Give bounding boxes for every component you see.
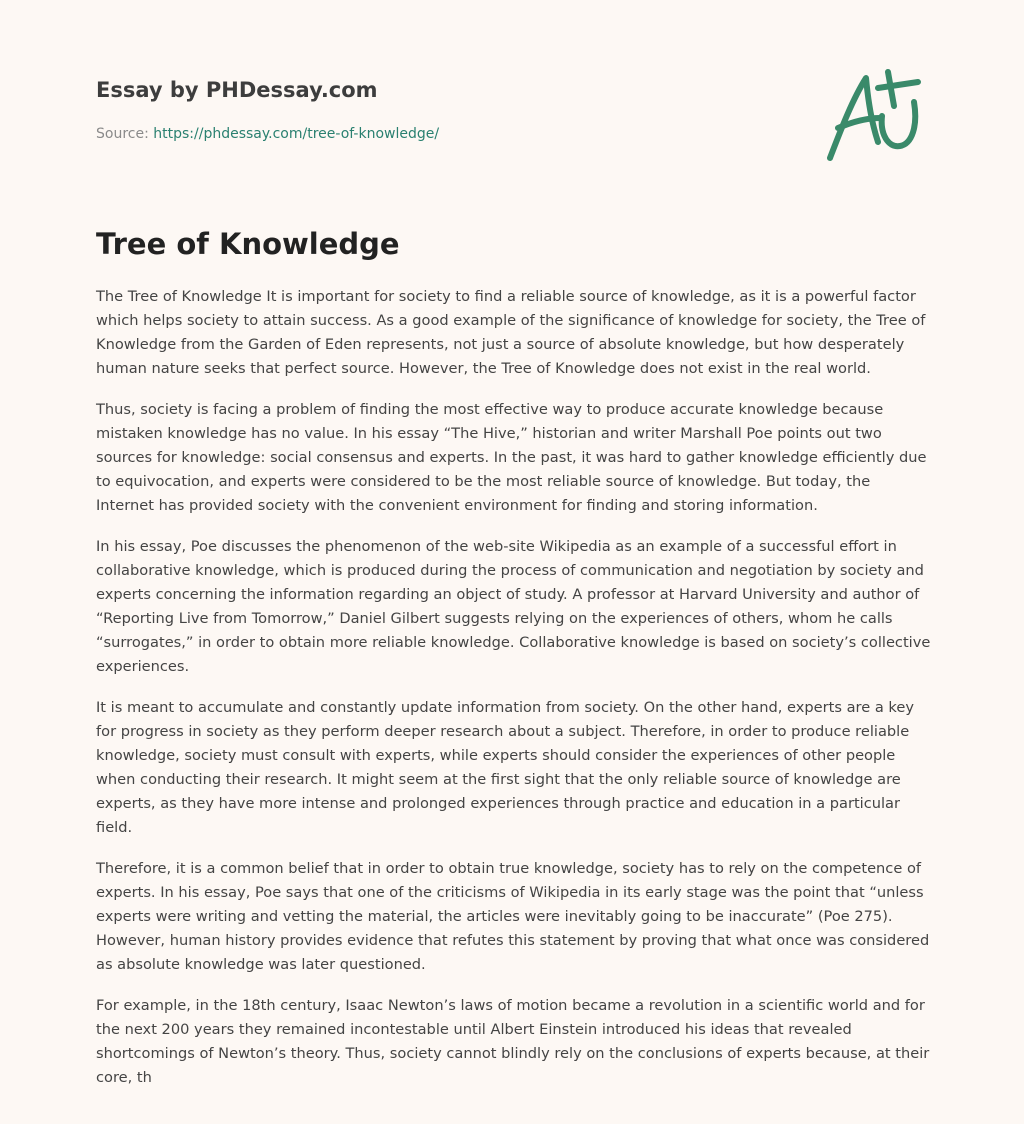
essay-paragraph: The Tree of Knowledge It is important for society to find a reliable source of knowledge, as it is a powerful factor which helps society to attain success. As a good example of the significance of knowledge for society, the Tree of Knowledge from the Garden of Eden represents, not just a source of absolute knowledge, but how desperately human nature seeks that perfect source. However, the Tree of Knowledge does not exist in the real world. — [96, 288, 926, 377]
essay-paragraph: In his essay, Poe discusses the phenomenon of the web-site Wikipedia as an example of a successful effort in collaborative knowledge, which is produced during the process of communication and negotiation by society and experts concerning the information regarding an object of study. A professor at Harvard University and author of “Reporting Live from Tomorrow,” Daniel Gilbert suggests relying on the experiences of others, whom he calls “surrogates,” in order to obtain more reliable knowledge. Collaborative knowledge is based on society’s collective experiences. — [96, 538, 931, 675]
a-plus-logo-icon — [818, 66, 930, 166]
essay-title: Tree of Knowledge — [96, 227, 400, 261]
site-brand: Essay by PHDessay.com — [96, 78, 378, 102]
essay-body — [96, 285, 932, 1107]
essay-paragraph: It is meant to accumulate and constantly update information from society. On the other hand, experts are a key for progress in society as they perform deeper research about a subject. Therefore, in order to produce reliable knowledge, society must consult with experts, while experts should consider the experiences of other people when conducting their research. It might seem at the first sight that the only reliable source of knowledge are experts, as they have more intense and prolonged experiences through practice and education in a particular field. — [96, 699, 914, 836]
source-label: Source: — [96, 126, 149, 142]
source-line — [96, 124, 716, 144]
source-link[interactable]: https://phdessay.com/tree-of-knowledge/ — [153, 126, 440, 142]
essay-paragraph: For example, in the 18th century, Isaac Newton’s laws of motion became a revolution in a scientific world and for the next 200 years they remained incontestable until Albert Einstein introduced his ideas that revealed shortcomings of Newton’s theory. Thus, society cannot blindly rely on the conclusions of experts because, at their core, th — [96, 997, 930, 1086]
page-header — [96, 74, 716, 144]
essay-paragraph: Therefore, it is a common belief that in order to obtain true knowledge, society has to rely on the competence of experts. In his essay, Poe says that one of the criticisms of Wikipedia in its early stage was the point that “unless experts were writing and vetting the material, the articles were inevitably going to be inaccurate” (Poe 275). However, human history provides evidence that refutes this statement by proving that what once was considered as absolute knowledge was later questioned. — [96, 860, 930, 973]
essay-paragraph: Thus, society is facing a problem of finding the most effective way to produce accurate knowledge because mistaken knowledge has no value. In his essay “The Hive,” historian and writer Marshall Poe points out two sources for knowledge: social consensus and experts. In the past, it was hard to gather knowledge efficiently due to equivocation, and experts were considered to be the most reliable source of knowledge. But today, the Internet has provided society with the convenient environment for finding and storing information. — [96, 401, 927, 514]
